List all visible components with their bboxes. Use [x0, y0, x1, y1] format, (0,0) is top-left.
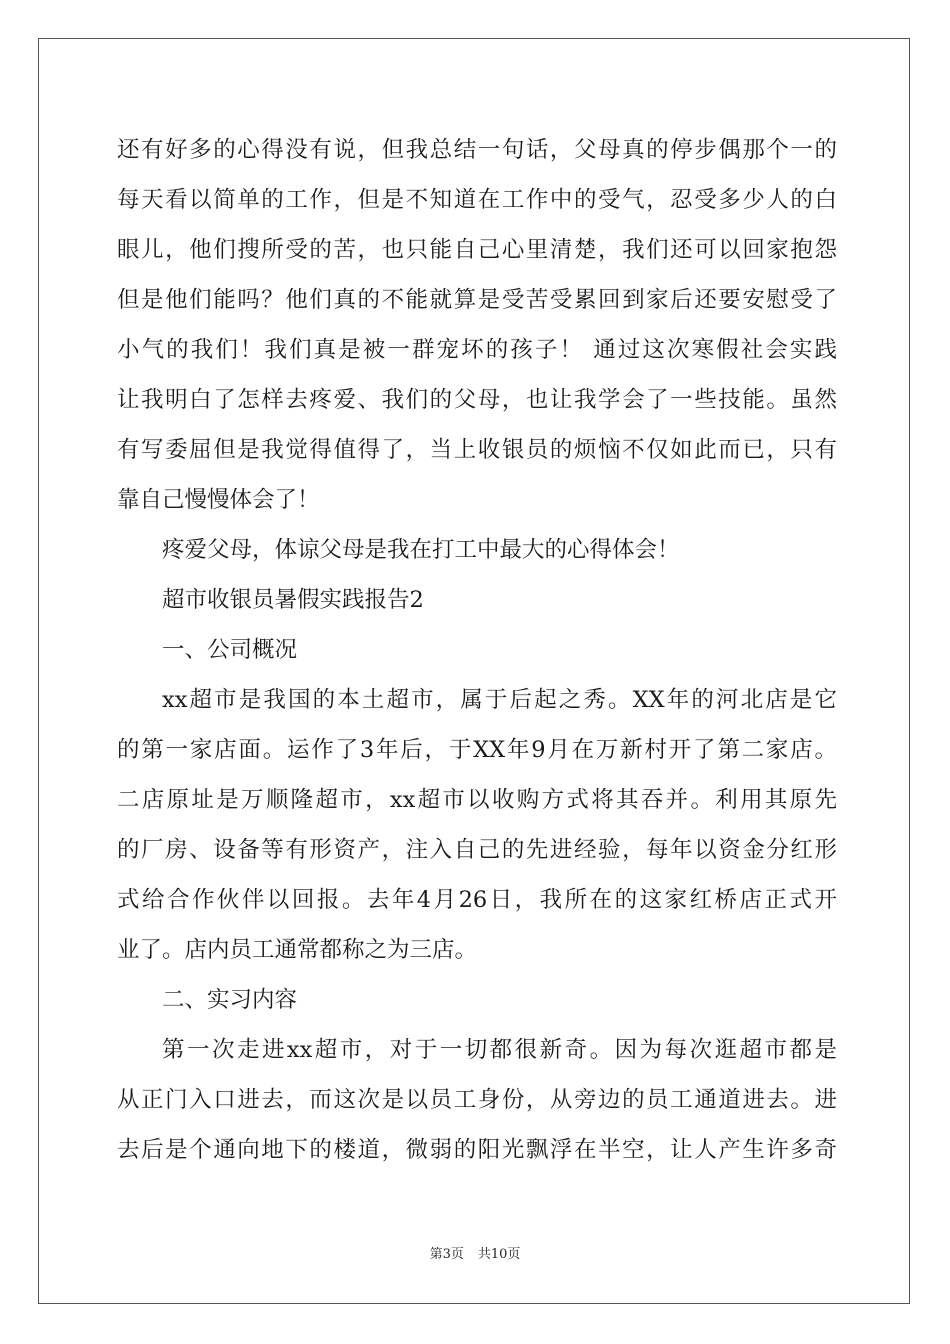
text-line: 每天看以简单的工作，但是不知道在工作中的受气，忍受多少人的白 [117, 187, 837, 213]
text-line: 的第一家店面。运作了3年后，于XX年9月在万新村开了第二家店。 [117, 737, 837, 763]
text-line: 超市收银员暑假实践报告2 [162, 587, 424, 613]
text-line: 去后是个通向地下的楼道，微弱的阳光飘浮在半空，让人产生许多奇 [117, 1137, 837, 1163]
text-line: 从正门入口进去，而这次是以员工身份，从旁边的员工通道进去。进 [117, 1087, 837, 1113]
page-total: 共10页 [477, 1247, 521, 1262]
document-body [117, 125, 837, 1175]
text-line: 疼爱父母，体谅父母是我在打工中最大的心得体会！ [162, 537, 680, 563]
text-line: 眼儿，他们搜所受的苦，也只能自己心里清楚，我们还可以回家抱怨 [117, 237, 837, 263]
text-line: 靠自己慢慢体会了！ [117, 487, 320, 513]
text-line: xx超市是我国的本土超市，属于后起之秀。XX年的河北店是它 [162, 687, 837, 713]
text-line: 让我明白了怎样去疼爱、我们的父母，也让我学会了一些技能。虽然 [117, 387, 837, 413]
text-line: 业了。店内员工通常都称之为三店。 [117, 937, 478, 963]
text-line: 式给合作伙伴以回报。去年4月26日，我所在的这家红桥店正式开 [117, 887, 837, 913]
text-line: 有写委屈但是我觉得值得了，当上收银员的烦恼不仅如此而已，只有 [117, 437, 837, 463]
page-footer [0, 1243, 950, 1262]
text-line: 第一次走进xx超市，对于一切都很新奇。因为每次逛超市都是 [162, 1037, 837, 1063]
page-number: 第3页 [429, 1247, 464, 1262]
text-line: 小气的我们！我们真是被一群宠坏的孩子！ 通过这次寒假社会实践 [117, 337, 837, 363]
text-line: 二店原址是万顺隆超市，xx超市以收购方式将其吞并。利用其原先 [117, 787, 837, 813]
text-line: 的厂房、设备等有形资产，注入自己的先进经验，每年以资金分红形 [117, 837, 837, 863]
text-line: 二、实习内容 [162, 987, 298, 1013]
text-line: 但是他们能吗？他们真的不能就算是受苦受累回到家后还要安慰受了 [117, 287, 837, 313]
text-line: 还有好多的心得没有说，但我总结一句话，父母真的停步偶那个一的 [117, 137, 837, 163]
text-line: 一、公司概况 [162, 637, 298, 663]
